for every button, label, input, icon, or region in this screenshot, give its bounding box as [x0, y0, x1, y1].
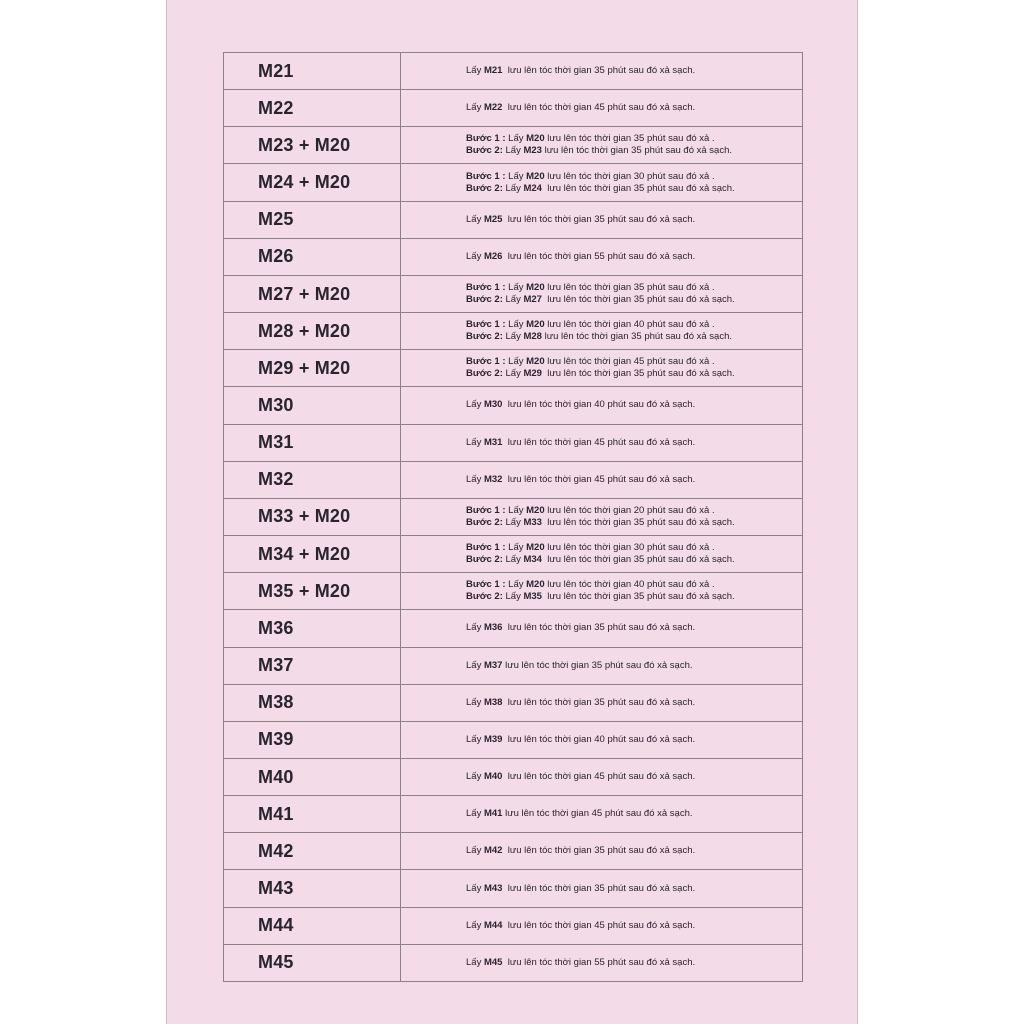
instruction-line [466, 399, 802, 411]
instruction-rest: lưu lên tóc thời gian 30 phút sau đó xả . [544, 542, 715, 554]
verb-text: Lấy [505, 504, 527, 516]
product-code: M23 + M20 [258, 134, 351, 155]
verb-text: Lấy [466, 622, 484, 634]
instruction-text [400, 697, 802, 709]
instruction-line [466, 171, 802, 183]
verb-text: Lấy [502, 145, 524, 157]
product-code: M25 [258, 209, 294, 230]
instruction-line [466, 331, 802, 343]
instruction-rest: lưu lên tóc thời gian 45 phút sau đó xả sạch. [502, 919, 696, 931]
code-ref: M45 [483, 956, 503, 968]
column-divider [400, 53, 401, 981]
instruction-line [466, 697, 802, 709]
product-code: M34 + M20 [258, 543, 351, 564]
instruction-line [466, 214, 802, 226]
instruction-text [400, 319, 802, 343]
product-code: M26 [258, 246, 294, 267]
code-ref: M20 [526, 170, 545, 182]
verb-text: Lấy [505, 282, 527, 294]
code-ref: M27 [523, 294, 542, 306]
step-label: Bước 2: [466, 554, 503, 566]
table-row [224, 573, 802, 610]
verb-text: Lấy [502, 182, 524, 194]
verb-text: Lấy [505, 170, 527, 182]
product-code: M30 [258, 394, 294, 415]
instruction-line [466, 771, 802, 783]
table-row [224, 685, 802, 722]
step-label: Bước 1 : [466, 579, 506, 591]
code-ref: M30 [483, 399, 503, 411]
code-ref: M20 [526, 319, 545, 331]
instruction-line [466, 319, 802, 331]
instruction-text [400, 771, 802, 783]
table-row [224, 908, 802, 945]
instruction-text [400, 808, 802, 820]
instruction-line [466, 957, 802, 969]
code-ref: M22 [483, 102, 503, 114]
instruction-text [400, 356, 802, 380]
instruction-rest: lưu lên tóc thời gian 45 phút sau đó xả sạch. [502, 102, 696, 114]
product-code: M37 [258, 655, 294, 676]
product-code: M44 [258, 915, 294, 936]
instruction-rest: lưu lên tóc thời gian 30 phút sau đó xả . [544, 170, 715, 182]
verb-text: Lấy [505, 133, 527, 145]
code-ref: M26 [483, 250, 503, 262]
instruction-text [400, 102, 802, 114]
instruction-text [400, 957, 802, 969]
instruction-text [400, 883, 802, 895]
table-row [224, 536, 802, 573]
instruction-rest: lưu lên tóc thời gian 35 phút sau đó xả sạch. [541, 516, 735, 528]
code-ref: M34 [523, 554, 542, 566]
verb-text: Lấy [466, 733, 484, 745]
code-ref: M25 [483, 213, 503, 225]
step-label: Bước 2: [466, 368, 503, 380]
instruction-text [400, 734, 802, 746]
instruction-rest: lưu lên tóc thời gian 35 phút sau đó xả sạch. [502, 65, 696, 77]
table-row [224, 90, 802, 127]
table-row [224, 945, 802, 981]
product-code: M27 + M20 [258, 283, 351, 304]
table-row [224, 164, 802, 201]
table-row [224, 796, 802, 833]
instruction-rest: lưu lên tóc thời gian 35 phút sau đó xả sạch. [502, 659, 693, 671]
verb-text: Lấy [502, 516, 524, 528]
instruction-rest: lưu lên tóc thời gian 35 phút sau đó xả sạch. [541, 368, 735, 380]
step-label: Bước 1 : [466, 319, 506, 331]
instruction-line [466, 591, 802, 603]
code-ref: M42 [483, 845, 503, 857]
instruction-line [466, 356, 802, 368]
instruction-text [400, 505, 802, 529]
verb-text: Lấy [502, 331, 524, 343]
code-ref: M39 [483, 733, 503, 745]
instruction-table [223, 52, 803, 982]
verb-text: Lấy [502, 294, 524, 306]
instruction-text [400, 579, 802, 603]
instruction-line [466, 102, 802, 114]
product-code: M29 + M20 [258, 357, 351, 378]
code-ref: M43 [483, 882, 503, 894]
code-ref: M32 [483, 473, 503, 485]
verb-text: Lấy [502, 591, 524, 603]
instruction-rest: lưu lên tóc thời gian 40 phút sau đó xả sạch. [502, 399, 696, 411]
verb-text: Lấy [466, 882, 484, 894]
step-label: Bước 2: [466, 182, 503, 194]
instruction-line [466, 542, 802, 554]
product-code: M40 [258, 766, 294, 787]
instruction-text [400, 214, 802, 226]
code-ref: M20 [526, 579, 545, 591]
instruction-rest: lưu lên tóc thời gian 35 phút sau đó xả sạch. [541, 554, 735, 566]
verb-text: Lấy [466, 213, 484, 225]
step-label: Bước 1 : [466, 282, 506, 294]
instruction-rest: lưu lên tóc thời gian 40 phút sau đó xả . [544, 579, 715, 591]
table-row [224, 610, 802, 647]
table-row [224, 648, 802, 685]
instruction-line [466, 883, 802, 895]
table-row [224, 350, 802, 387]
instruction-text [400, 660, 802, 672]
verb-text: Lấy [505, 319, 527, 331]
instruction-line [466, 183, 802, 195]
table-row [224, 462, 802, 499]
product-code: M21 [258, 60, 294, 81]
step-label: Bước 1 : [466, 356, 506, 368]
verb-text: Lấy [466, 956, 484, 968]
code-ref: M28 [523, 331, 542, 343]
instruction-rest: lưu lên tóc thời gian 35 phút sau đó xả sạch. [541, 331, 733, 343]
instruction-rest: lưu lên tóc thời gian 40 phút sau đó xả sạch. [502, 733, 696, 745]
product-code: M31 [258, 432, 294, 453]
instruction-line [466, 251, 802, 263]
code-ref: M41 [483, 808, 503, 820]
code-ref: M40 [483, 771, 503, 783]
table-row [224, 425, 802, 462]
instruction-rest: lưu lên tóc thời gian 35 phút sau đó xả sạch. [541, 591, 735, 603]
verb-text: Lấy [466, 771, 484, 783]
table-row [224, 202, 802, 239]
step-label: Bước 2: [466, 591, 503, 603]
instruction-text [400, 920, 802, 932]
instruction-line [466, 133, 802, 145]
instruction-line [466, 474, 802, 486]
step-label: Bước 2: [466, 516, 503, 528]
verb-text: Lấy [466, 399, 484, 411]
verb-text: Lấy [466, 102, 484, 114]
code-ref: M20 [526, 504, 545, 516]
product-code: M38 [258, 692, 294, 713]
verb-text: Lấy [466, 436, 484, 448]
instruction-rest: lưu lên tóc thời gian 35 phút sau đó xả sạch. [541, 182, 735, 194]
verb-text: Lấy [466, 65, 484, 77]
code-ref: M35 [523, 591, 542, 603]
step-label: Bước 1 : [466, 504, 506, 516]
instruction-rest: lưu lên tóc thời gian 45 phút sau đó xả sạch. [502, 771, 696, 783]
product-code: M22 [258, 97, 294, 118]
instruction-text [400, 474, 802, 486]
verb-text: Lấy [466, 659, 484, 671]
instruction-line [466, 505, 802, 517]
instruction-rest: lưu lên tóc thời gian 35 phút sau đó xả sạch. [502, 622, 696, 634]
product-code: M32 [258, 469, 294, 490]
instruction-text [400, 251, 802, 263]
instruction-line [466, 660, 802, 672]
table-row [224, 722, 802, 759]
product-code: M43 [258, 878, 294, 899]
verb-text: Lấy [466, 250, 484, 262]
instruction-line [466, 65, 802, 77]
verb-text: Lấy [466, 919, 484, 931]
instruction-rest: lưu lên tóc thời gian 55 phút sau đó xả sạch. [502, 956, 696, 968]
code-ref: M36 [483, 622, 503, 634]
verb-text: Lấy [505, 579, 527, 591]
instruction-line [466, 145, 802, 157]
instruction-line [466, 517, 802, 529]
verb-text: Lấy [466, 808, 484, 820]
code-ref: M20 [526, 356, 545, 368]
verb-text: Lấy [466, 696, 484, 708]
instruction-rest: lưu lên tóc thời gian 40 phút sau đó xả . [544, 319, 715, 331]
verb-text: Lấy [505, 356, 527, 368]
instruction-line [466, 845, 802, 857]
instruction-rest: lưu lên tóc thời gian 35 phút sau đó xả sạch. [502, 696, 696, 708]
instruction-line [466, 554, 802, 566]
instruction-rest: lưu lên tóc thời gian 35 phút sau đó xả sạch. [541, 145, 733, 157]
instruction-rest: lưu lên tóc thời gian 55 phút sau đó xả sạch. [502, 250, 696, 262]
code-ref: M21 [483, 65, 503, 77]
instruction-rest: lưu lên tóc thời gian 35 phút sau đó xả sạch. [502, 213, 696, 225]
product-code: M45 [258, 952, 294, 973]
step-label: Bước 1 : [466, 542, 506, 554]
instruction-line [466, 437, 802, 449]
instruction-rest: lưu lên tóc thời gian 35 phút sau đó xả . [544, 133, 715, 145]
table-row [224, 387, 802, 424]
product-code: M35 + M20 [258, 580, 351, 601]
product-code: M41 [258, 803, 294, 824]
table-row [224, 53, 802, 90]
verb-text: Lấy [466, 845, 484, 857]
table-row [224, 499, 802, 536]
code-ref: M20 [526, 282, 545, 294]
instruction-line [466, 368, 802, 380]
verb-text: Lấy [505, 542, 527, 554]
product-code: M24 + M20 [258, 172, 351, 193]
instruction-line [466, 808, 802, 820]
table-row [224, 833, 802, 870]
instruction-text [400, 622, 802, 634]
step-label: Bước 1 : [466, 133, 506, 145]
step-label: Bước 2: [466, 145, 503, 157]
code-ref: M24 [523, 182, 542, 194]
code-ref: M31 [483, 436, 503, 448]
code-ref: M23 [523, 145, 542, 157]
code-ref: M20 [526, 542, 545, 554]
instruction-line [466, 579, 802, 591]
code-ref: M20 [526, 133, 545, 145]
instruction-rest: lưu lên tóc thời gian 45 phút sau đó xả sạch. [502, 473, 696, 485]
instruction-rest: lưu lên tóc thời gian 35 phút sau đó xả sạch. [541, 294, 735, 306]
product-code: M42 [258, 840, 294, 861]
instruction-rest: lưu lên tóc thời gian 35 phút sau đó xả sạch. [502, 845, 696, 857]
table-row [224, 127, 802, 164]
instruction-line [466, 734, 802, 746]
instruction-line [466, 622, 802, 634]
instruction-line [466, 920, 802, 932]
instruction-text [400, 542, 802, 566]
table-row [224, 313, 802, 350]
instruction-text [400, 845, 802, 857]
instruction-text [400, 133, 802, 157]
table-row [224, 759, 802, 796]
table-row [224, 276, 802, 313]
code-ref: M37 [483, 659, 503, 671]
instruction-rest: lưu lên tóc thời gian 45 phút sau đó xả sạch. [502, 808, 693, 820]
instruction-line [466, 294, 802, 306]
table-row [224, 239, 802, 276]
step-label: Bước 1 : [466, 170, 506, 182]
product-code: M33 + M20 [258, 506, 351, 527]
verb-text: Lấy [466, 473, 484, 485]
code-ref: M44 [483, 919, 503, 931]
instruction-text [400, 399, 802, 411]
instruction-text [400, 65, 802, 77]
instruction-text [400, 282, 802, 306]
instruction-rest: lưu lên tóc thời gian 45 phút sau đó xả sạch. [502, 436, 696, 448]
instruction-text [400, 171, 802, 195]
instruction-rest: lưu lên tóc thời gian 45 phút sau đó xả . [544, 356, 715, 368]
instruction-rest: lưu lên tóc thời gian 35 phút sau đó xả . [544, 282, 715, 294]
verb-text: Lấy [502, 554, 524, 566]
verb-text: Lấy [502, 368, 524, 380]
instruction-text [400, 437, 802, 449]
product-code: M36 [258, 617, 294, 638]
step-label: Bước 2: [466, 294, 503, 306]
instruction-line [466, 282, 802, 294]
code-ref: M29 [523, 368, 542, 380]
product-code: M28 + M20 [258, 320, 351, 341]
instruction-rest: lưu lên tóc thời gian 20 phút sau đó xả . [544, 504, 715, 516]
code-ref: M38 [483, 696, 503, 708]
instruction-rest: lưu lên tóc thời gian 35 phút sau đó xả sạch. [502, 882, 696, 894]
step-label: Bước 2: [466, 331, 503, 343]
code-ref: M33 [523, 516, 542, 528]
product-code: M39 [258, 729, 294, 750]
table-row [224, 870, 802, 907]
